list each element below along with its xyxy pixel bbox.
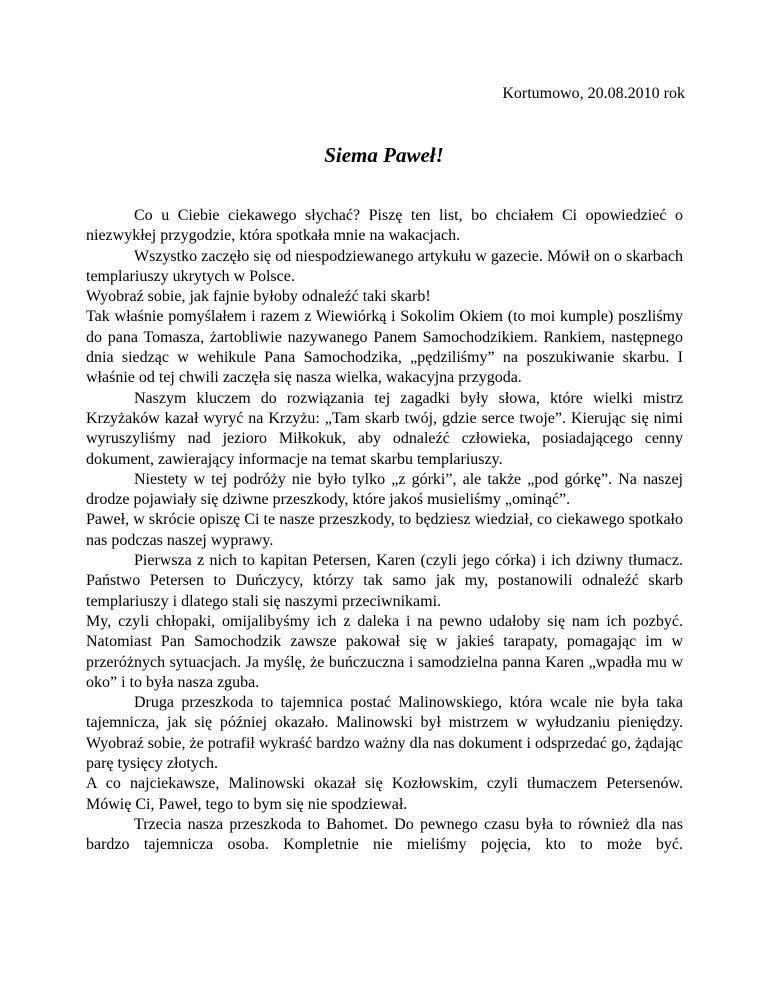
paragraph: My, czyli chłopaki, omijalibyśmy ich z daleka i na pewno udałoby się nam ich pozbyć. Natomiast Pan Samochodzik zawsze pakował się w jakieś tarapaty, pomagając im w przeróżnych sytuacjach. Ja myślę, że buńczuczna i samodzielna panna Karen „wpadła mu w oko” i to była nasza zguba. bbox=[86, 612, 683, 691]
date-line: Kortumowo, 20.08.2010 rok bbox=[502, 85, 685, 102]
paragraph: Naszym kluczem do rozwiązania tej zagadki były słowa, które wielki mistrz Krzyżaków kazał wyryć na Krzyżu: „Tam skarb twój, gdzie serce twoje”. Kierując się nimi wyruszyliśmy nad jezioro Miłkokuk, aby odnaleźć człowieka, posiadającego cenny dokument, zawierający informacje na temat skarbu templariuszy. bbox=[86, 389, 683, 468]
paragraph: Tak właśnie pomyślałem i razem z Wiewiórką i Sokolim Okiem (to moi kumple) poszliśmy do pana Tomasza, żartobliwie nazywanego Panem Samochodzikiem. Rankiem, następnego dnia siedząc w wehikule Pana Samochodzika, „pędziliśmy” na poszukiwanie skarbu. I właśnie od tej chwili zaczęła się nasza wielka, wakacyjna przygoda. bbox=[86, 308, 683, 387]
greeting-heading: Siema Paweł! bbox=[324, 143, 444, 167]
paragraph: Druga przeszkoda to tajemnica postać Malinowskiego, która wcale nie była taka tajemnicza, jak się później okazało. Malinowski był mistrzem w wyłudzaniu pieniędzy. Wyobraź sobie, że potrafił wykraść bardzo ważny dla nas dokument i odsprzedać go, żądając parę tysięcy złotych. bbox=[86, 694, 683, 773]
paragraph: Pierwsza z nich to kapitan Petersen, Karen (czyli jego córka) i ich dziwny tłumacz. Państwo Petersen to Duńczycy, którzy tak samo jak my, postanowili odnaleźć skarb templariuszy i dlatego stali się naszymi przeciwnikami. bbox=[86, 552, 683, 610]
paragraph: Trzecia nasza przeszkoda to Bahomet. Do pewnego czasu była to również dla nas bardzo tajemnicza osoba. Kompletnie nie mieliśmy pojęcia, kto to może być. bbox=[86, 815, 683, 854]
paragraph: Niestety w tej podróży nie było tylko „z górki”, ale także „pod górkę”. Na naszej drodze pojawiały się dziwne przeszkody, które jakoś musieliśmy „ominąć”. bbox=[86, 470, 683, 509]
paragraph: Wszystko zaczęło się od niespodziewanego artykułu w gazecie. Mówił on o skarbach templariuszy ukrytych w Polsce. bbox=[86, 247, 683, 285]
paragraph: Paweł, w skrócie opiszę Ci te nasze przeszkody, to będziesz wiedział, co ciekawego spotkało nas podczas naszej wyprawy. bbox=[86, 511, 683, 549]
letter-body bbox=[86, 206, 683, 856]
paragraph: A co najciekawsze, Malinowski okazał się Kozłowskim, czyli tłumaczem Petersenów. Mówię Ci, Paweł, tego to bym się nie spodziewał. bbox=[86, 775, 683, 813]
paragraph: Wyobraź sobie, jak fajnie byłoby odnaleźć taki skarb! bbox=[86, 288, 431, 306]
paragraph: Co u Ciebie ciekawego słychać? Piszę ten list, bo chciałem Ci opowiedzieć o niezwykłej przygodzie, która spotkała mnie na wakacjach. bbox=[86, 207, 683, 245]
